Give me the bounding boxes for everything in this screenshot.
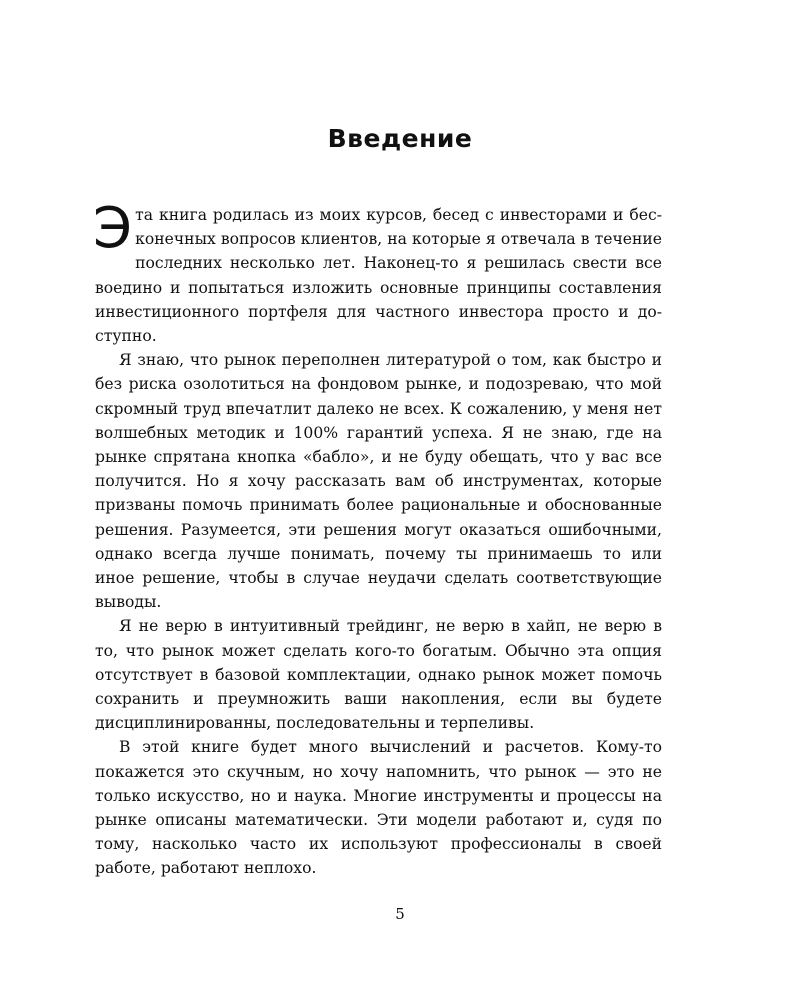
body-text [93, 196, 662, 881]
paragraph-1-text: та книга родилась из моих курсов, бесед с инвесторами и бесконечных вопросов клиентов, на которые я отвечала в течение последних несколько лет. Наконец-то я решилась свести все воедино и попытаться изложить основные принципы составления инвестиционного портфеля для частного инвестора просто и доступно. [95, 206, 662, 346]
drop-cap: Э [93, 196, 133, 261]
chapter-title: Введение [327, 124, 473, 153]
paragraph-2: Я знаю, что рынок переполнен литературой о том, как быстро и без риска озолотиться на фондовом рынке, и подозреваю, что мой скромный труд впечатлит далеко не всех. К сожалению, у меня нет волшебных методик и 100% гарантий успеха. Я не знаю, где на рынке спрятана кнопка «бабло», и не буду обещать, что у вас все получится. Но я хочу рассказать вам об инструментах, которые призваны помочь принимать более рациональные и обоснованные решения. Разумеется, эти решения могут оказаться ошибочными, однако всегда лучше понимать, почему ты принимаешь то или иное решение, чтобы в случае неудачи сделать соответствующие выводы. [95, 351, 662, 612]
paragraph-1 [93, 196, 662, 348]
paragraph-4: В этой книге будет много вычислений и расчетов. Кому-то покажется это скучным, но хочу напомнить, что рынок — это не только искусство, но и наука. Многие инструменты и процессы на рынке описаны математически. Эти модели работают и, судя по тому, насколько часто их используют профессионалы в своей работе, работают неплохо. [95, 738, 662, 878]
page-number: 5 [395, 905, 405, 923]
paragraph-3: Я не верю в интуитивный трейдинг, не верю в хайп, не верю в то, что рынок может сделать кого-то богатым. Обычно эта опция отсутствует в базовой комплектации, однако рынок может помочь сохранить и преумножить ваши накопления, если вы будете дисциплинированны, последовательны и терпеливы. [95, 617, 662, 733]
